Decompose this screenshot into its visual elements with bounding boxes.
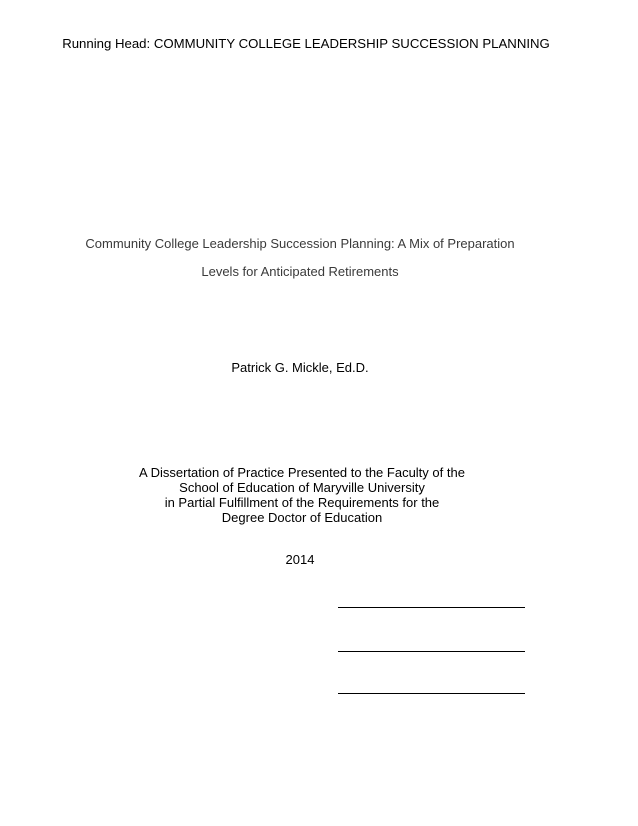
title-line-2: Levels for Anticipated Retirements xyxy=(201,264,399,279)
dissertation-statement-line-2: School of Education of Maryville University xyxy=(179,480,425,495)
dissertation-statement-line-4: Degree Doctor of Education xyxy=(221,510,383,525)
signature-line-3 xyxy=(338,693,525,694)
signature-line-2 xyxy=(338,651,525,652)
year: 2014 xyxy=(285,552,315,567)
signature-line-1 xyxy=(338,607,525,608)
author-name: Patrick G. Mickle, Ed.D. xyxy=(231,360,369,375)
title-line-1: Community College Leadership Succession Planning: A Mix of Preparation xyxy=(85,236,515,251)
dissertation-statement-line-1: A Dissertation of Practice Presented to the Faculty of the xyxy=(139,465,465,480)
dissertation-statement-line-3: in Partial Fulfillment of the Requirements for the xyxy=(164,495,440,510)
running-head: Running Head: COMMUNITY COLLEGE LEADERSHIP SUCCESSION PLANNING xyxy=(62,36,550,51)
